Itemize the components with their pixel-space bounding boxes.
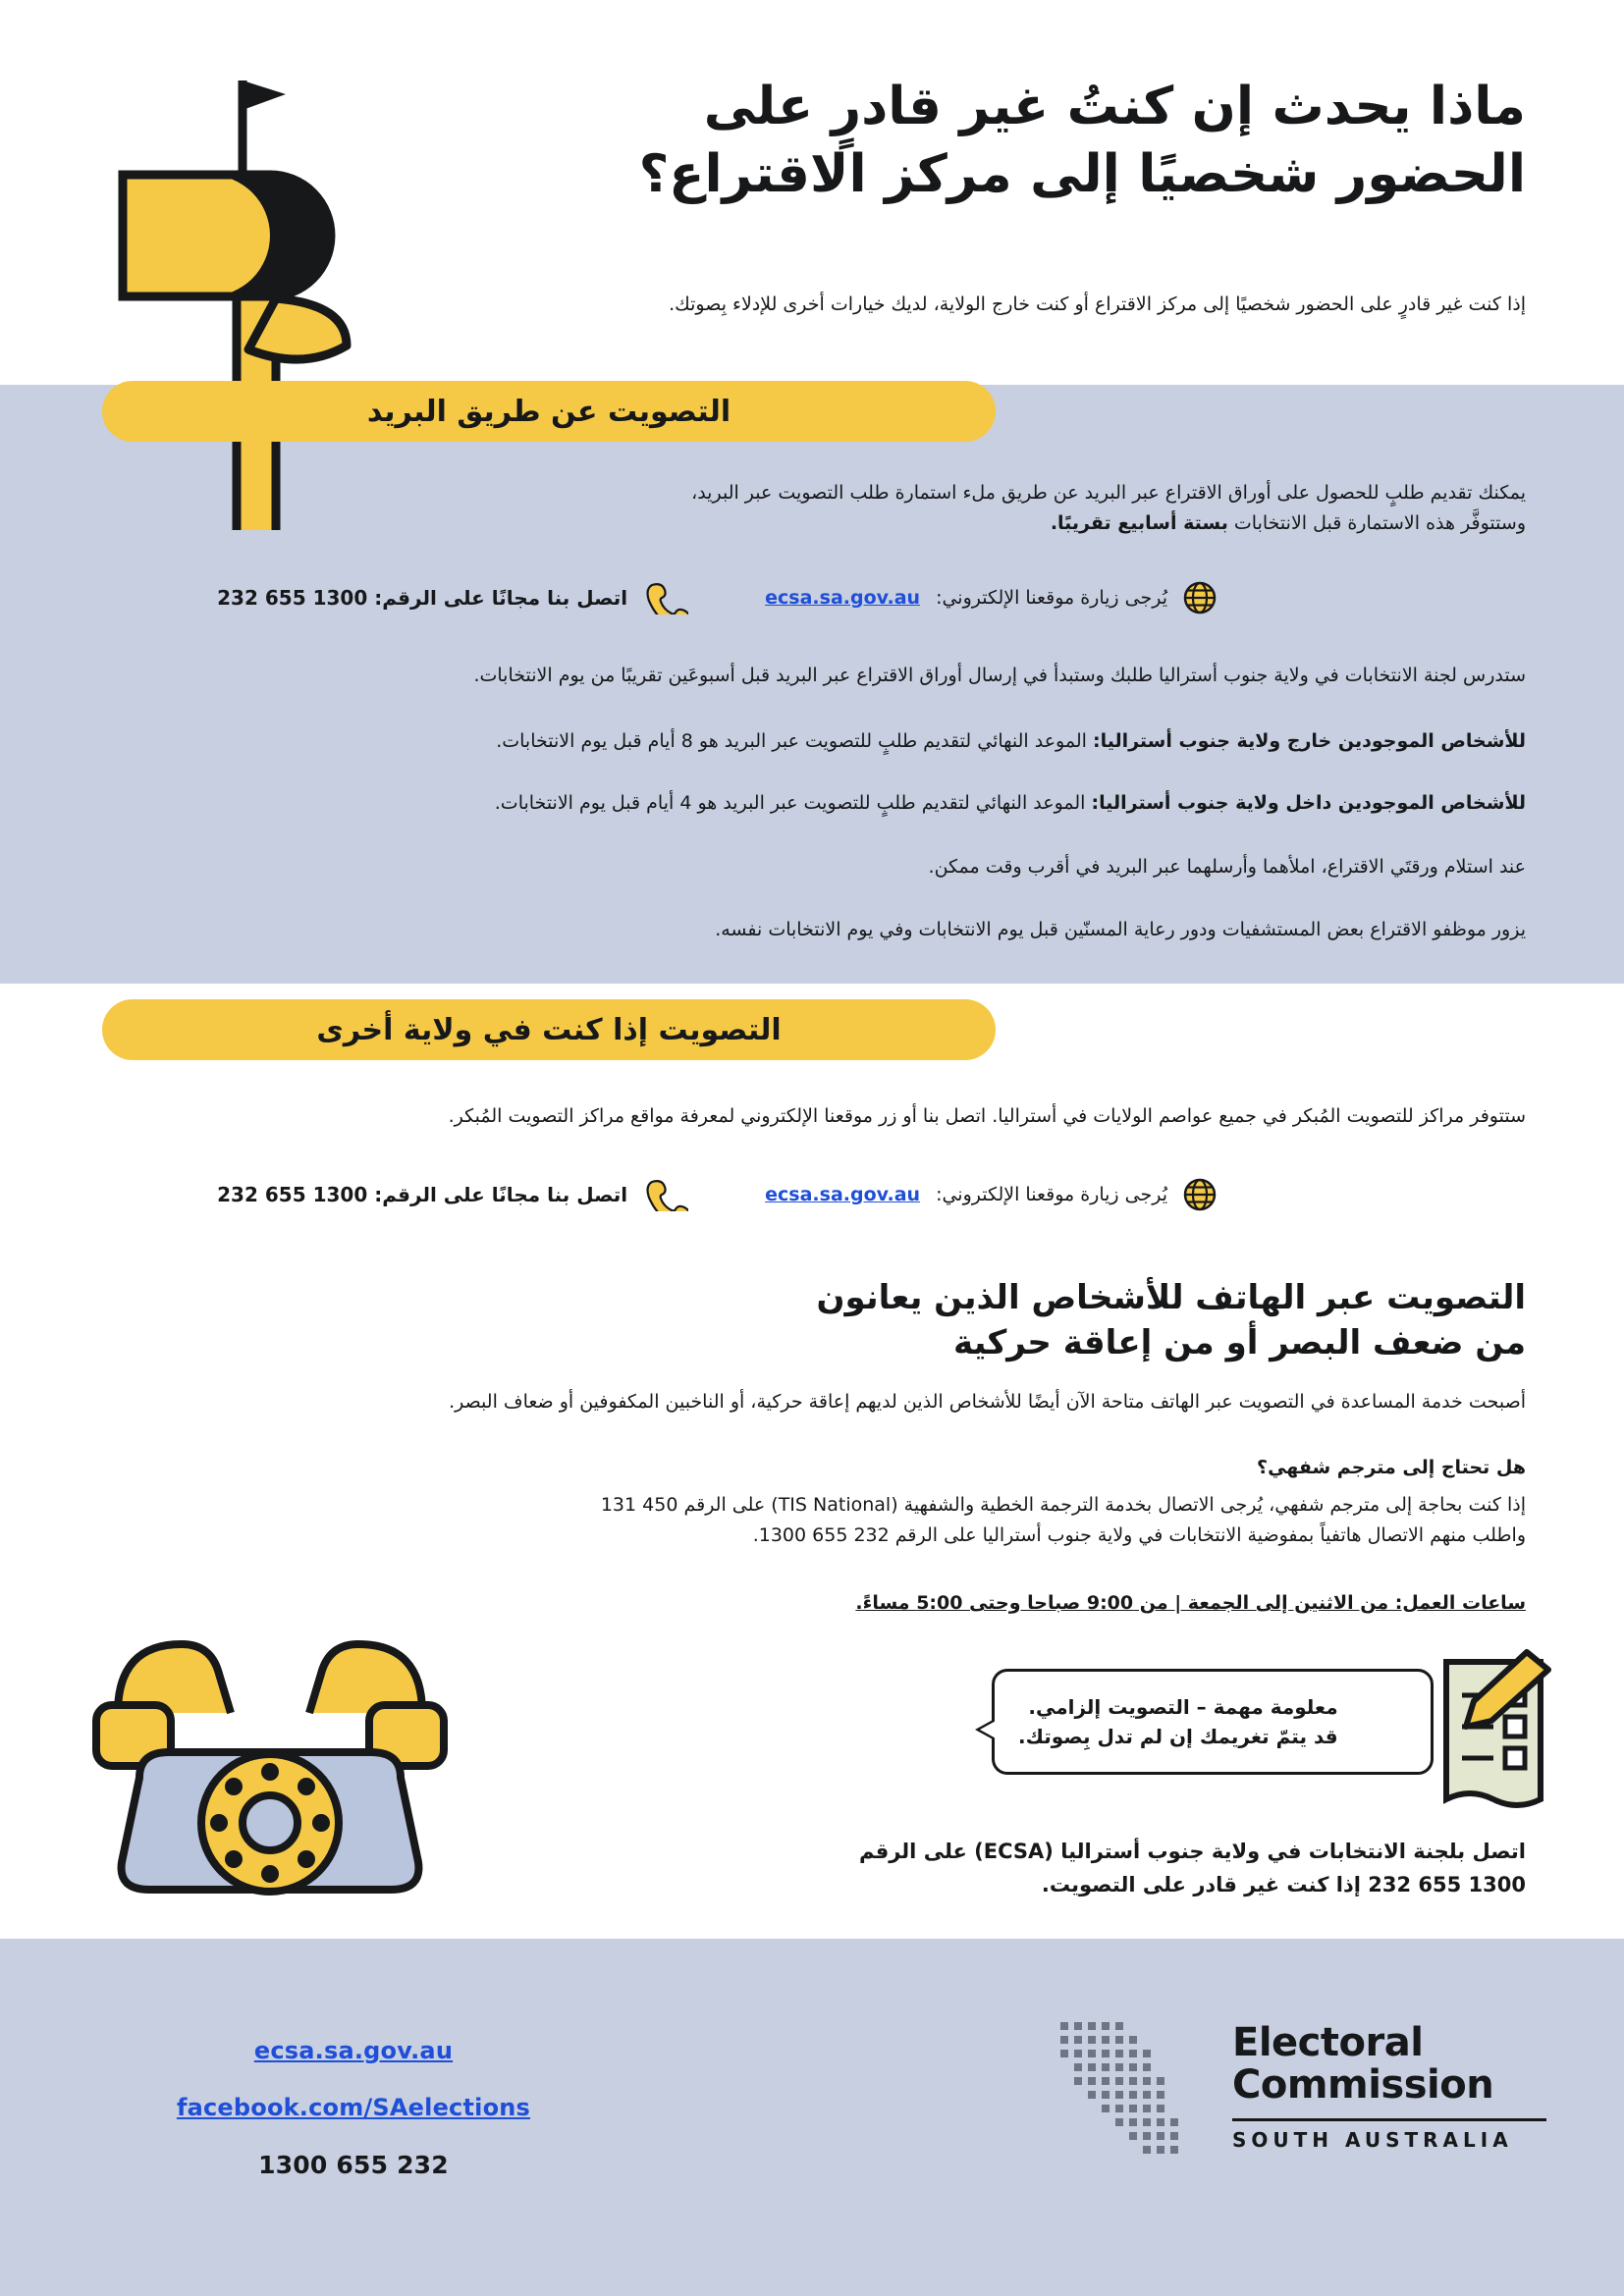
footer-facebook-link[interactable]: facebook.com/SAelections <box>176 2094 531 2121</box>
postal-paragraph-2 <box>220 726 1526 757</box>
postal-paragraph-2-bold: للأشخاص الموجودين خارج ولاية جنوب أستراليا: <box>1092 730 1526 752</box>
postal-paragraph-3-text: الموعد النهائي لتقديم طلبٍ للتصويت عبر البريد هو 4 أيام قبل يوم الانتخابات. <box>494 792 1092 814</box>
page-subtitle: إذا كنت غير قادرٍ على الحضور شخصيًا إلى مركز الاقتراع أو كنت خارج الولاية، لديك خيارات أخرى للإدلاء بِصوتك. <box>669 294 1526 315</box>
globe-icon <box>1183 1178 1217 1211</box>
rotary-phone-icon <box>79 1595 461 1919</box>
contact-row-postal <box>217 581 1217 614</box>
page-title-line-2: الحضور شخصيًا إلى مركز الاقتراع؟ <box>638 143 1526 204</box>
interstate-website-label: يُرجى زيارة موقعنا الإلكتروني: <box>936 1184 1167 1205</box>
callout-line-1: معلومة مهمة – التصويت إلزامي. <box>1028 1695 1338 1719</box>
interstate-website-link[interactable]: ecsa.sa.gov.au <box>765 1184 921 1205</box>
postal-website-link[interactable]: ecsa.sa.gov.au <box>765 587 921 609</box>
important-callout <box>992 1669 1434 1775</box>
postal-paragraph-3 <box>220 788 1526 819</box>
ballot-paper-icon <box>1429 1644 1566 1816</box>
interpreter-paragraph <box>122 1490 1526 1552</box>
page-title <box>485 74 1526 209</box>
section-heading-interstate-label: التصويت إذا كنت في ولاية أخرى <box>316 1012 782 1047</box>
callout-text <box>1018 1692 1338 1751</box>
logo-divider <box>1232 2118 1546 2121</box>
phone-icon <box>643 1178 688 1211</box>
mailbox-icon <box>93 59 417 530</box>
interpreter-paragraph-line-2: واطلب منهم الاتصال هاتفياً بمفوضية الانتخابات في ولاية جنوب أستراليا على الرقم 232 655 1300. <box>752 1524 1526 1547</box>
contact-row-interstate <box>217 1178 1217 1211</box>
postal-paragraph-3-bold: للأشخاص الموجودين داخل ولاية جنوب أستراليا: <box>1091 792 1526 814</box>
closing-line-1: اتصل بلجنة الانتخابات في ولاية جنوب أستراليا (ECSA) على الرقم <box>859 1840 1526 1863</box>
logo-wordmark <box>1232 2022 1493 2107</box>
interpreter-heading: هل تحتاج إلى مترجم شفهي؟ <box>1257 1457 1526 1478</box>
section-heading-telephone <box>485 1276 1526 1366</box>
postal-intro-line2: وستتوفَّر هذه الاستمارة قبل الانتخابات <box>1227 512 1526 535</box>
footer-phone: 1300 655 232 <box>258 2151 449 2179</box>
ecsa-logo <box>1060 2022 1551 2194</box>
section-heading-postal-label: التصويت عن طريق البريد <box>366 394 731 429</box>
interstate-paragraph-1: ستتوفر مراكز للتصويت المُبكر في جميع عواصم الولايات في أستراليا. اتصل بنا أو زر موقعنا الإلكتروني لمعرفة مواقع مراكز التصويت المُبكر. <box>448 1105 1526 1127</box>
postal-website-label: يُرجى زيارة موقعنا الإلكتروني: <box>936 587 1167 609</box>
footer-website-link[interactable]: ecsa.sa.gov.au <box>253 2037 454 2064</box>
callout-line-2: قد يتمّ تغريمك إن لم تدل بِصوتك. <box>1018 1725 1338 1748</box>
footer-contact <box>98 2037 609 2209</box>
postal-intro-line1: يمكنك تقديم طلبٍ للحصول على أوراق الاقتراع عبر البريد عن طريق ملء استمارة طلب التصويت عبر البريد، <box>691 482 1526 504</box>
section-heading-postal <box>102 381 996 442</box>
telephone-heading-line-2: من ضعف البصر أو من إعاقة حركية <box>952 1322 1526 1362</box>
interpreter-paragraph-line-1: إذا كنت بحاجة إلى مترجم شفهي، يُرجى الاتصال بخدمة الترجمة الخطية والشفهية (TIS National) على الرقم 450 131 <box>600 1494 1526 1516</box>
closing-statement <box>721 1836 1526 1901</box>
postal-paragraph-2-text: الموعد النهائي لتقديم طلبٍ للتصويت عبر البريد هو 8 أيام قبل يوم الانتخابات. <box>496 730 1093 752</box>
logo-subtitle: SOUTH AUSTRALIA <box>1232 2128 1513 2152</box>
globe-icon <box>1183 581 1217 614</box>
operating-hours: ساعات العمل: من الاثنين إلى الجمعة | من 9:00 صباحا وحتى 5:00 مساءً. <box>855 1592 1526 1614</box>
telephone-heading-line-1: التصويت عبر الهاتف للأشخاص الذين يعانون <box>816 1278 1526 1317</box>
postal-paragraph-4: عند استلام ورقتَي الاقتراع، املأهما وأرسلهما عبر البريد في أقرب وقت ممكن. <box>928 856 1526 878</box>
postal-paragraph-5: يزور موظفو الاقتراع بعض المستشفيات ودور رعاية المسنّين قبل يوم الانتخابات وفي يوم الانتخابات نفسه. <box>715 919 1526 940</box>
page-title-line-1: ماذا يحدث إن كنتُ غير قادرٍ على <box>703 77 1526 136</box>
closing-line-2: 1300 655 232 إذا كنت غير قادر على التصويت. <box>1041 1872 1526 1896</box>
postal-intro <box>485 478 1526 540</box>
logo-dots-icon <box>1060 2022 1208 2169</box>
logo-line-2: Commission <box>1232 2061 1494 2108</box>
postal-intro-bold: بستة أسابيع تقريبًا. <box>1050 512 1228 535</box>
postal-phone: اتصل بنا مجانًا على الرقم: 1300 655 232 <box>217 586 628 610</box>
interstate-phone: اتصل بنا مجانًا على الرقم: 1300 655 232 <box>217 1183 628 1206</box>
logo-line-1: Electoral <box>1232 2020 1424 2065</box>
telephone-paragraph-1: أصبحت خدمة المساعدة في التصويت عبر الهاتف متاحة الآن أيضًا للأشخاص الذين لديهم إعاقة حركية، أو الناخبين المكفوفين أو ضعاف البصر. <box>449 1391 1526 1413</box>
phone-icon <box>643 581 688 614</box>
section-heading-interstate <box>102 999 996 1060</box>
postal-paragraph-1: ستدرس لجنة الانتخابات في ولاية جنوب أستراليا طلبك وستبدأ في إرسال أوراق الاقتراع عبر البريد قبل أسبوعَين تقريبًا من يوم الانتخابات. <box>473 665 1526 686</box>
